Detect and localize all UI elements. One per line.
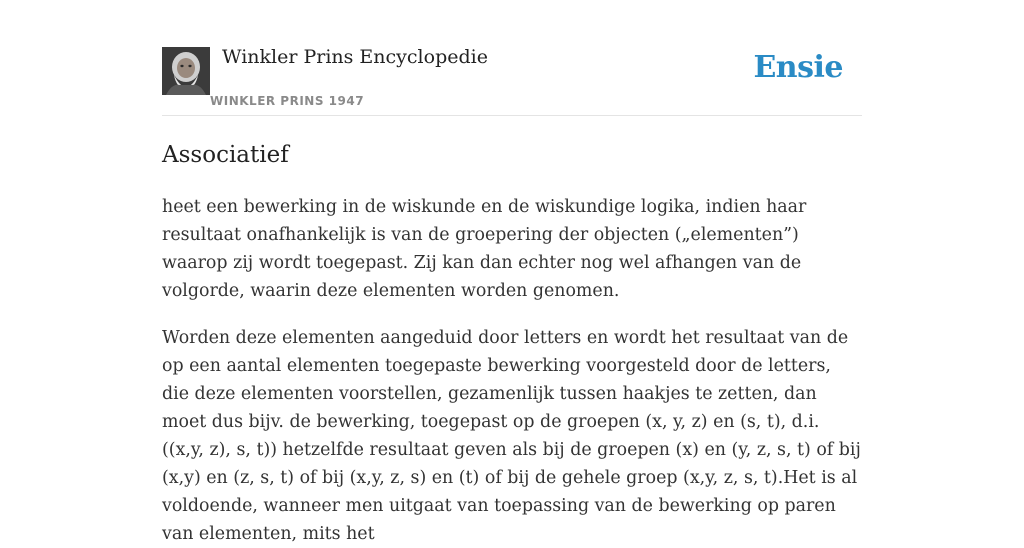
author-avatar[interactable] xyxy=(162,47,210,95)
article-title: Associatief xyxy=(162,142,289,168)
article-body xyxy=(162,193,862,548)
article-paragraph: heet een bewerking in de wiskunde en de wiskundige logika, indien haar resultaat onafhankelijk is van de groepering der objecten („elementen”) waarop zij wordt toegepast. Zij kan dan echter nog wel afhangen van de volgorde, waarin deze elementen worden genomen. xyxy=(162,197,807,301)
brand-logo[interactable]: Ensie xyxy=(753,50,843,85)
site-subtitle: WINKLER PRINS 1947 xyxy=(210,94,365,108)
site-header xyxy=(162,0,862,116)
portrait-image xyxy=(162,47,210,95)
page xyxy=(162,0,862,548)
article-paragraph: Worden deze elementen aangeduid door letters en wordt het resultaat van de op een aantal elementen toegepaste bewerking voorgesteld door de letters, die deze elementen voorstellen, gezamenlijk tussen haakjes te zetten, dan moet dus bijv. de bewerking, toegepast op de groepen (x, y, z) en (s, t), d.i. ((x,y, z), s, t)) hetzelfde resultaat geven als bij de groepen (x) en (y, z, s, t) of bij (x,y) en (z, s, t) of bij (x,y, z, s) en (t) of bij de gehele groep (x,y, z, s, t).Het is al voldoende, wanneer men uitgaat van toepassing van de bewerking op paren van elementen, mits het xyxy=(162,328,861,544)
site-title[interactable]: Winkler Prins Encyclopedie xyxy=(222,46,488,68)
